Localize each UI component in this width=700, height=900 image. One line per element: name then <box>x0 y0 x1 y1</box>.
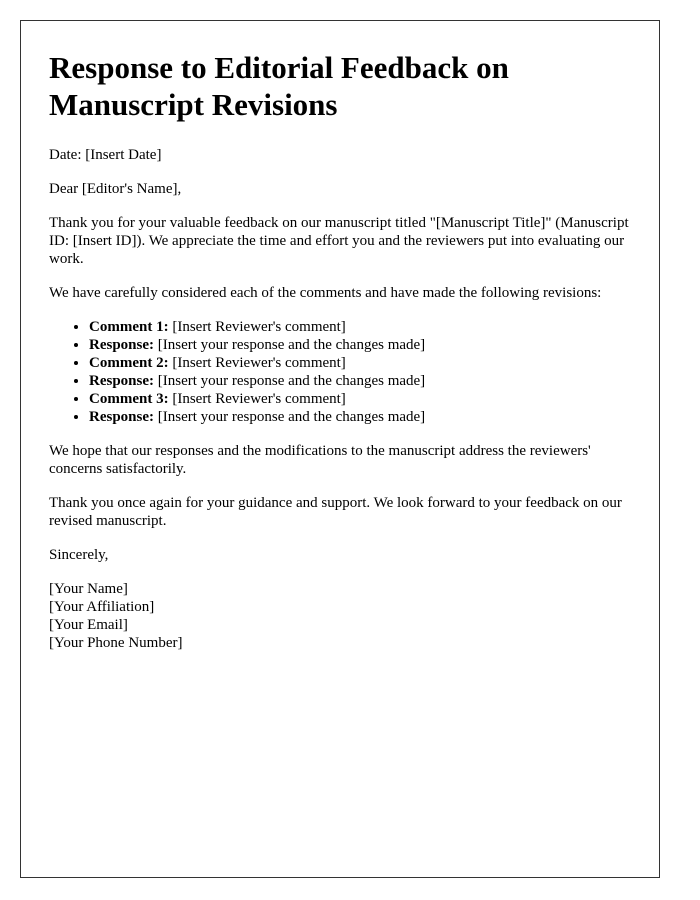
revisions-list <box>49 318 631 426</box>
letter-hope-paragraph: We hope that our responses and the modifications to the manuscript address the reviewers' concerns satisfactorily. <box>49 443 591 477</box>
letter-title: Response to Editorial Feedback on Manuscript Revisions <box>49 50 509 122</box>
revision-item <box>89 354 631 372</box>
revision-item <box>89 408 631 426</box>
revision-text: [Insert your response and the changes made] <box>154 337 426 353</box>
letter-closing: Sincerely, <box>49 547 109 563</box>
revision-label: Response: <box>89 373 155 389</box>
letter-date: Date: [Insert Date] <box>49 147 162 163</box>
revisions-intro-paragraph: We have carefully considered each of the comments and have made the following revisions: <box>49 285 602 301</box>
revision-label: Comment 2: <box>89 355 169 371</box>
revision-item <box>89 390 631 408</box>
revision-label: Response: <box>89 409 155 425</box>
revision-text: [Insert Reviewer's comment] <box>168 355 346 371</box>
revision-label: Comment 1: <box>89 319 169 335</box>
revision-label: Comment 3: <box>89 391 169 407</box>
revision-item <box>89 372 631 390</box>
revision-item <box>89 318 631 336</box>
signature-name: [Your Name] <box>49 581 128 597</box>
revision-text: [Insert Reviewer's comment] <box>168 391 346 407</box>
signature-phone: [Your Phone Number] <box>49 635 183 651</box>
revision-text: [Insert Reviewer's comment] <box>168 319 346 335</box>
revision-label: Response: <box>89 337 155 353</box>
letter-intro-paragraph: Thank you for your valuable feedback on our manuscript titled "[Manuscript Title]" (Manuscript ID: [Insert ID]). We appreciate the time and effort you and the reviewers put into evaluating our work. <box>49 215 629 267</box>
letter-thanks-paragraph: Thank you once again for your guidance and support. We look forward to your feedback on our revised manuscript. <box>49 495 622 529</box>
letter-page <box>20 20 660 878</box>
signature-email: [Your Email] <box>49 617 128 633</box>
letter-salutation: Dear [Editor's Name], <box>49 181 182 197</box>
signature-block <box>49 580 631 652</box>
revision-item <box>89 336 631 354</box>
revision-text: [Insert your response and the changes made] <box>154 409 426 425</box>
revision-text: [Insert your response and the changes made] <box>154 373 426 389</box>
signature-affiliation: [Your Affiliation] <box>49 599 155 615</box>
